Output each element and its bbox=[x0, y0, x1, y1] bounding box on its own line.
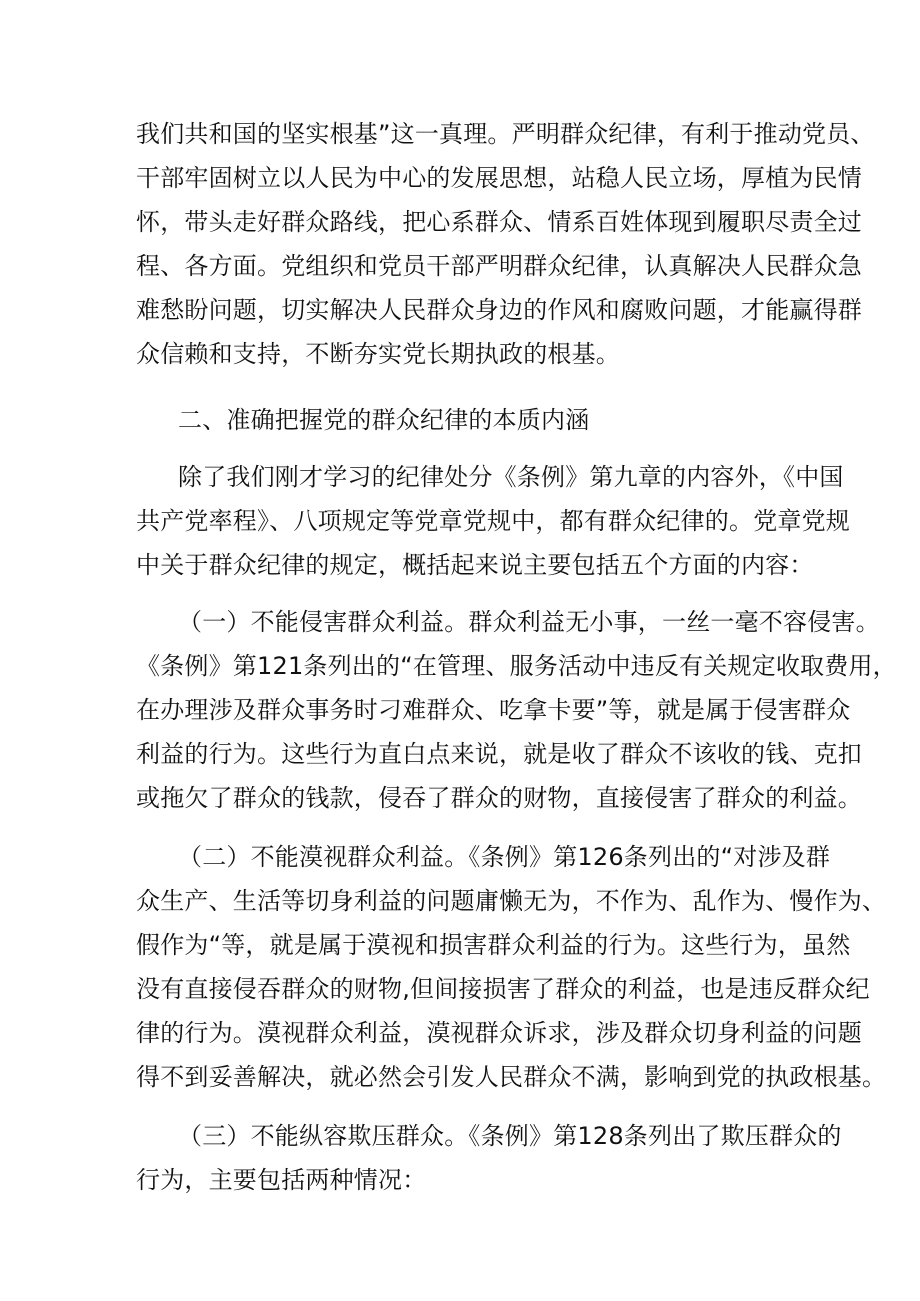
paragraph-1-line-3: 怀，带头走好群众路线，把心系群众、情系百姓体现到履职尽责全过 bbox=[136, 208, 862, 236]
paragraph-2-line-3: 中关于群众纪律的规定，概括起来说主要包括五个方面的内容： bbox=[136, 551, 814, 579]
paragraph-3-line-1: （一）不能侵害群众利益。群众利益无小事，一丝一毫不容侵害。 bbox=[178, 608, 880, 636]
paragraph-1-line-2: 干部牢固树立以人民为中心的发展思想，站稳人民立场，厚植为民情 bbox=[136, 164, 862, 192]
paragraph-1-line-5: 难愁盼问题，切实解决人民群众身边的作风和腐败问题，才能赢得群 bbox=[136, 296, 862, 324]
paragraph-1-line-4: 程、各方面。党组织和党员干部严明群众纪律，认真解决人民群众急 bbox=[136, 252, 862, 280]
paragraph-3-line-5: 或拖欠了群众的钱款，侵吞了群众的财物，直接侵害了群众的利益。 bbox=[136, 784, 862, 812]
paragraph-4-line-3: 假作为“等，就是属于漠视和损害群众利益的行为。这些行为，虽然 bbox=[136, 931, 851, 959]
paragraph-4-line-2: 众生产、生活等切身利益的问题庸懒无为，不作为、乱作为、慢作为、 bbox=[136, 887, 887, 915]
paragraph-3-line-4: 利益的行为。这些行为直白点来说，就是收了群众不该收的钱、克扣 bbox=[136, 740, 862, 768]
paragraph-4-line-5: 律的行为。漠视群众利益，漠视群众诉求，涉及群众切身利益的问题 bbox=[136, 1019, 862, 1047]
paragraph-4-line-4: 没有直接侵吞群众的财物,但间接损害了群众的利益，也是违反群众纪 bbox=[136, 975, 870, 1003]
paragraph-5-line-1: （三）不能纵容欺压群众。《条例》第128条列出了欺压群众的 bbox=[178, 1122, 842, 1150]
paragraph-1-line-1: 我们共和国的坚实根基”这一真理。严明群众纪律，有利于推动党员、 bbox=[136, 120, 875, 148]
paragraph-5-line-2: 行为，主要包括两种情况： bbox=[136, 1166, 427, 1194]
paragraph-2-line-2: 共产党率程》、八项规定等党章党规中，都有群众纪律的。党章党规 bbox=[136, 507, 850, 535]
paragraph-3-line-3: 在办理涉及群众事务时刁难群众、吃拿卡要”等，就是属于侵害群众 bbox=[136, 696, 851, 724]
paragraph-4-line-1: （二）不能漠视群众利益。《条例》第126条列出的“对涉及群 bbox=[178, 843, 831, 871]
paragraph-2-line-1: 除了我们刚才学习的纪律处分《条例》第九章的内容外，《中国 bbox=[178, 463, 844, 491]
paragraph-1-line-6: 众信赖和支持，不断夯实党长期执政的根基。 bbox=[136, 340, 620, 368]
paragraph-3-line-2: 《条例》第121条列出的“在管理、服务活动中违反有关规定收取费用， bbox=[136, 652, 897, 680]
section-heading: 二、准确把握党的群众纪律的本质内涵 bbox=[178, 406, 590, 434]
paragraph-4-line-6: 得不到妥善解决，就必然会引发人民群众不满，影响到党的执政根基。 bbox=[136, 1063, 887, 1091]
